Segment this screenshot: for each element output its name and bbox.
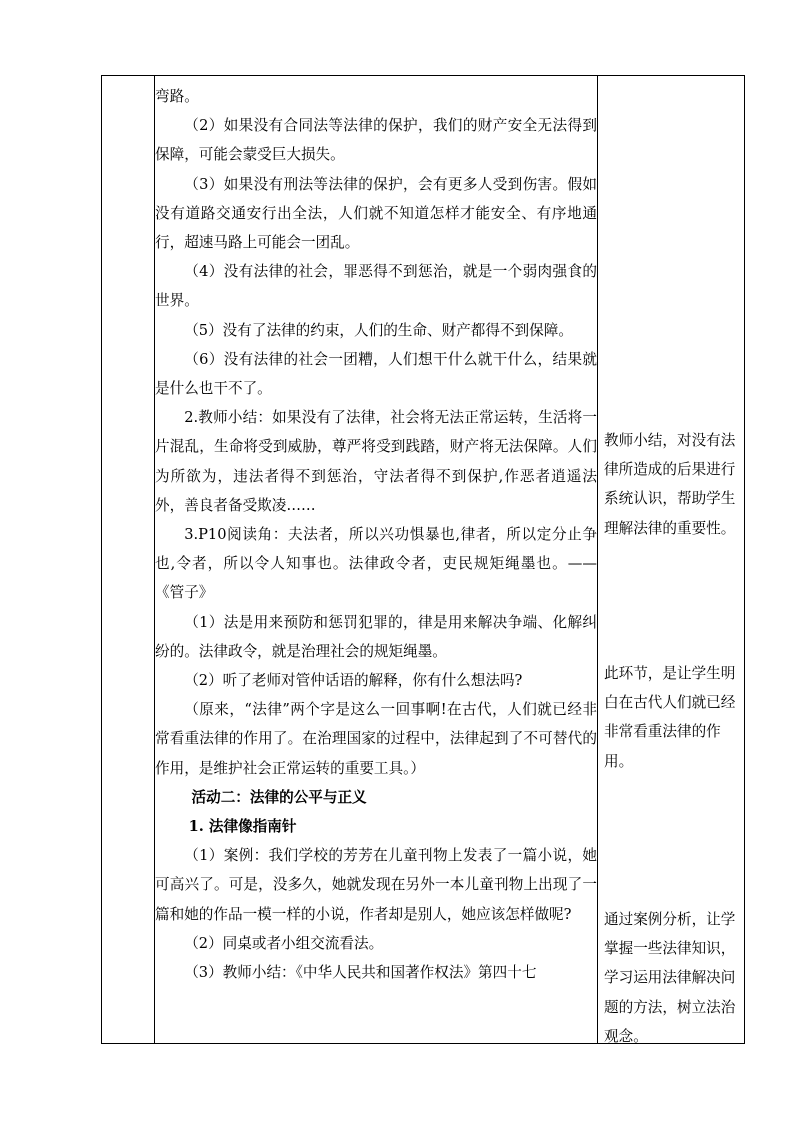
paragraph-item-4: （4）没有法律的社会，罪恶得不到惩治，就是一个弱肉强食的世界。 <box>155 263 597 310</box>
paragraph-item-6: （6）没有法律的社会一团糟，人们想干什么就干什么，结果就是什么也干不了。 <box>155 350 597 398</box>
lesson-plan-table <box>101 75 745 1044</box>
design-note-2: 此环节，是让学生明白在古代人们就已经非常看重法律的作用。 <box>604 665 736 770</box>
paragraph-copyright-summary: （3）教师小结：《中华人民共和国著作权法》第四十七 <box>184 964 537 982</box>
paragraph-continuation: 弯路。 <box>155 88 199 105</box>
design-note-1: 教师小结，对没有法律所造成的后果进行系统认识，帮助学生理解法律的重要性。 <box>604 432 736 537</box>
teaching-process-column <box>155 76 597 1043</box>
section-compass-heading: 1. 法律像指南针 <box>188 818 297 836</box>
paragraph-discussion: （2）同桌或者小组交流看法。 <box>184 934 384 952</box>
left-blank-column <box>102 76 154 1043</box>
paragraph-reading-2: （2）听了老师对管仲话语的解释，你有什么想法吗? <box>184 672 523 690</box>
paragraph-case: （1）案例：我们学校的芳芳在儿童刊物上发表了一篇小说，她可高兴了。可是，没多久，她就发现在另外一本儿童刊物上出现了一篇和她的作品一模一样的小说，作者却是别人，她应该怎样做呢? <box>155 847 597 923</box>
teaching-process-text <box>155 82 597 987</box>
paragraph-item-2: （2）如果没有合同法等法律的保护，我们的财产安全无法得到保障，可能会蒙受巨大损失。 <box>155 117 597 164</box>
design-intent-column <box>598 76 744 1043</box>
activity-two-heading: 活动二：法律的公平与正义 <box>191 788 367 806</box>
paragraph-reading-corner: 3.P10阅读角：夫法者，所以兴功惧暴也,律者，所以定分止争也,令者，所以令人知事也。法律政令者，吏民规矩绳墨也。——《管子》 <box>155 526 597 602</box>
paragraph-teacher-summary: 2.教师小结：如果没有了法律，社会将无法正常运转，生活将一片混乱，生命将受到威胁，尊严将受到践踏，财产将无法保障。人们为所欲为，违法者得不到惩治，守法者得不到保护,作恶者逍遥法外，善良者备受欺凌…… <box>155 409 597 514</box>
paragraph-reading-1: （1）法是用来预防和惩罚犯罪的，律是用来解决争端、化解纠纷的。法律政令，就是治理社会的规矩绳墨。 <box>155 613 597 660</box>
paragraph-item-3: （3）如果没有刑法等法律的保护，会有更多人受到伤害。假如没有道路交通安行出全法，人们就不知道怎样才能安全、有序地通行，超速马路上可能会一团乱。 <box>155 175 597 252</box>
paragraph-reading-answer: （原来，“法律”两个字是这么一回事啊!在古代，人们就已经非常看重法律的作用了。在治理国家的过程中，法律起到了不可替代的作用，是维护社会正常运转的重要工具。） <box>155 701 597 777</box>
paragraph-item-5: （5）没有了法律的约束，人们的生命、财产都得不到保障。 <box>184 321 573 339</box>
design-note-3: 通过案例分析，让学掌握一些法律知识，学习运用法律解决问题的方法，树立法治观念。 <box>604 911 736 1045</box>
